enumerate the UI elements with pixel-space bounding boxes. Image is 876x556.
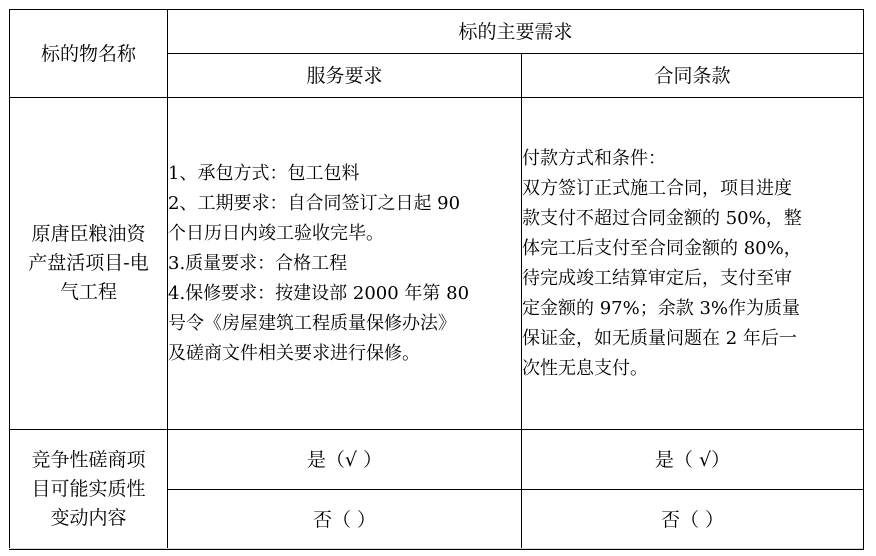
contract-line: 保证金，如无质量问题在 2 年后一: [522, 327, 797, 349]
service-line: 2、工期要求：自合同签订之日起 90: [168, 192, 461, 214]
service-line: 1、承包方式：包工包料: [168, 162, 360, 184]
service-line: 号令《房屋建筑工程质量保修办法》: [168, 312, 456, 334]
service-line: 及磋商文件相关要求进行保修。: [168, 342, 420, 364]
requirements-table: [9, 9, 864, 550]
item-name-header: 标的物名称: [10, 10, 168, 98]
page-bottom-rule: [9, 548, 863, 549]
contract-line: 定金额的 97%；余款 3%作为质量: [522, 297, 801, 319]
service-no-option: 否（ ）: [168, 490, 522, 550]
contract-no-option: 否（ ）: [522, 490, 864, 550]
item-name-line: 气工程: [59, 281, 117, 303]
service-line: 3.质量要求：合格工程: [168, 252, 348, 274]
variation-label-cell: [10, 430, 168, 550]
contract-line: 款支付不超过合同金额的 50%，整: [522, 207, 802, 229]
main-requirements-header: 标的主要需求: [168, 10, 864, 54]
item-name-line: 产盘活项目-电: [28, 252, 149, 274]
service-requirements-header: 服务要求: [168, 54, 522, 98]
contract-line: 次性无息支付。: [522, 357, 648, 379]
contract-terms-header: 合同条款: [522, 54, 864, 98]
contract-line: 付款方式和条件：: [522, 147, 666, 169]
variation-label-line: 变动内容: [50, 507, 127, 529]
contract-line: 双方签订正式施工合同，项目进度: [522, 177, 792, 199]
service-requirements-cell: [168, 98, 522, 430]
item-name-line: 原唐臣粮油资: [31, 223, 146, 245]
contract-line: 体完工后支付至合同金额的 80%，: [522, 237, 802, 259]
contract-terms-cell: [522, 98, 864, 430]
service-line: 4.保修要求：按建设部 2000 年第 80: [168, 282, 470, 304]
service-line: 个日历日内竣工验收完毕。: [168, 222, 384, 244]
variation-label-line: 目可能实质性: [31, 478, 146, 500]
variation-label-line: 竞争性磋商项: [31, 449, 146, 471]
item-name-cell: [10, 98, 168, 430]
contract-line: 待完成竣工结算审定后，支付至审: [522, 267, 792, 289]
contract-yes-option: 是（ √）: [522, 430, 864, 490]
service-yes-option: 是（√ ）: [168, 430, 522, 490]
